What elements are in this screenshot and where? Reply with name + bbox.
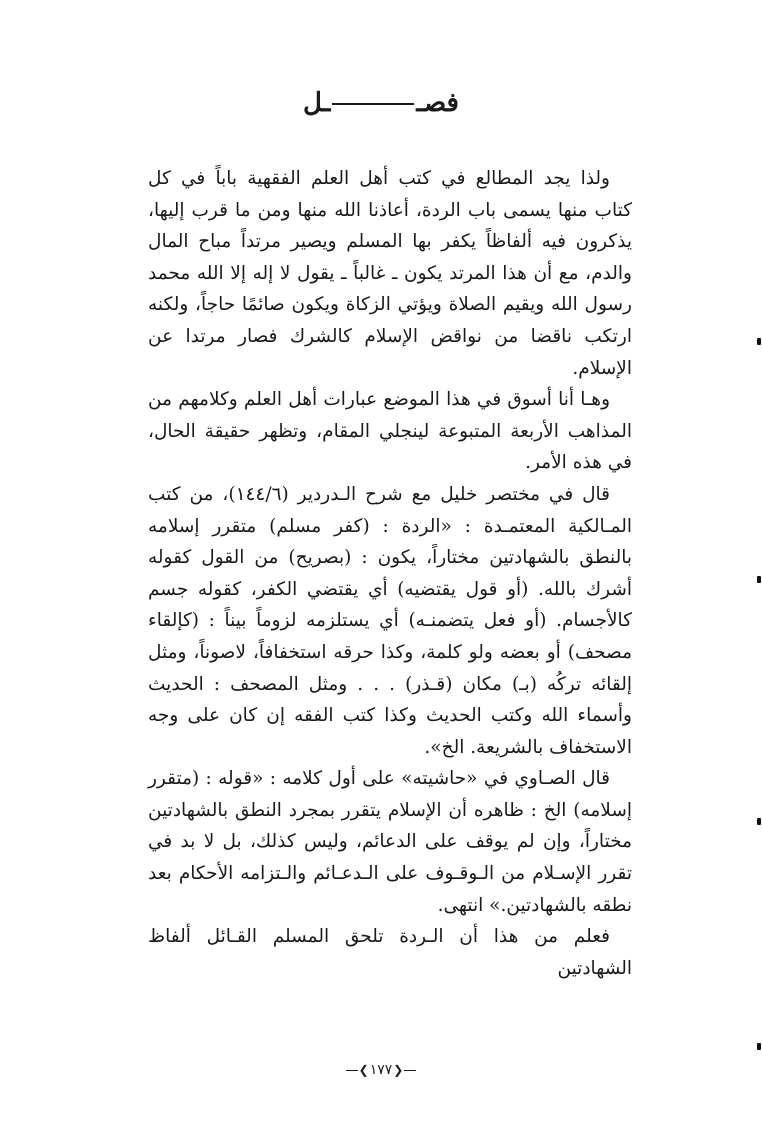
heading-start: فصـ (416, 88, 459, 118)
folio-dash-left (346, 1070, 358, 1071)
folio-dash-right (404, 1070, 416, 1071)
scan-edge-mark (757, 1043, 761, 1050)
section-heading (0, 88, 762, 118)
body-text (148, 163, 632, 984)
heading-kashida-rule (332, 103, 414, 105)
paragraph-5: فعلم من هذا أن الـردة تلحق المسلم القـائل ألفاظ الشهادتين (148, 926, 632, 979)
paragraph-1: ولذا يجد المطالع في كتب أهل العلم الفقهية باباً في كل كتاب منها يسمى باب الردة، أعاذنا الله منها ومن ما قرب إليها، يذكرون فيه ألفاظاً يكفر بها المسلم ويصير مرتداً مباح المال والدم، مع أن هذا المرتد يكون ـ غالباً ـ يقول لا إله إلا الله محمد رسول الله ويقيم الصلاة ويؤتي الزكاة ويكون صائمًا حاجاً، ولكنه ارتكب ناقضا من نواقض الإسلام كالشرك فصار مرتدا عن الإسلام. (148, 168, 632, 379)
paragraph-3: قال في مختصر خليل مع شرح الـدردير (١٤٤/٦)، من كتب المـالكية المعتمـدة : «الردة : (كفر مسلم) متقرر إسلامه بالنطق بالشهادتين مختاراً، يكون : (بصريح) من القول كقوله أشرك بالله. (أو قول يقتضيه) أي يقتضي الكفر، كقوله جسم كالأجسام. (أو فعل يتضمنـه) أي يستلزمه لزوماً بيناً : (كإلقاء مصحف) أو بعضه ولو كلمة، وكذا حرقه استخفافاً، لاصوناً، ومثل إلقائه تركُه (بـ) مكان (قـذر) . . . ومثل المصحف : الحديث وأسماء الله وكتب الحديث وكذا كتب الفقه إن كان على وجه الاستخفاف بالشريعة. الخ». (148, 483, 632, 758)
page-number: ١٧٧ (369, 1062, 393, 1078)
scan-edge-mark (757, 338, 761, 345)
scan-edge-mark (757, 576, 761, 583)
page-number-footer (0, 1062, 762, 1078)
folio-ornament-left-icon: ❮ (358, 1063, 369, 1077)
folio-ornament-right-icon: ❯ (393, 1063, 404, 1077)
paragraph-4: قال الصـاوي في «حاشيته» على أول كلامه : «قوله : (متقرر إسلامه) الخ : ظاهره أن الإسلام يتقرر بمجرد النطق بالشهادتين مختاراً، وإن لم يوقف على الدعائم، وليس كذلك، بل لا بد في تقرر الإسـلام من الـوقـوف على الـدعـائم والـتزامه الأحكام بعد نطقه بالشهادتين.» انتهى. (148, 768, 632, 916)
heading-end: ـل (303, 88, 331, 118)
scan-edge-mark (757, 818, 761, 825)
paragraph-2: وهـا أنا أسوق في هذا الموضع عبارات أهل العلم وكلامهم من المذاهب الأربعة المتبوعة لينجلي المقام، وتظهر حقيقة الحال، في هذه الأمر. (148, 389, 632, 474)
